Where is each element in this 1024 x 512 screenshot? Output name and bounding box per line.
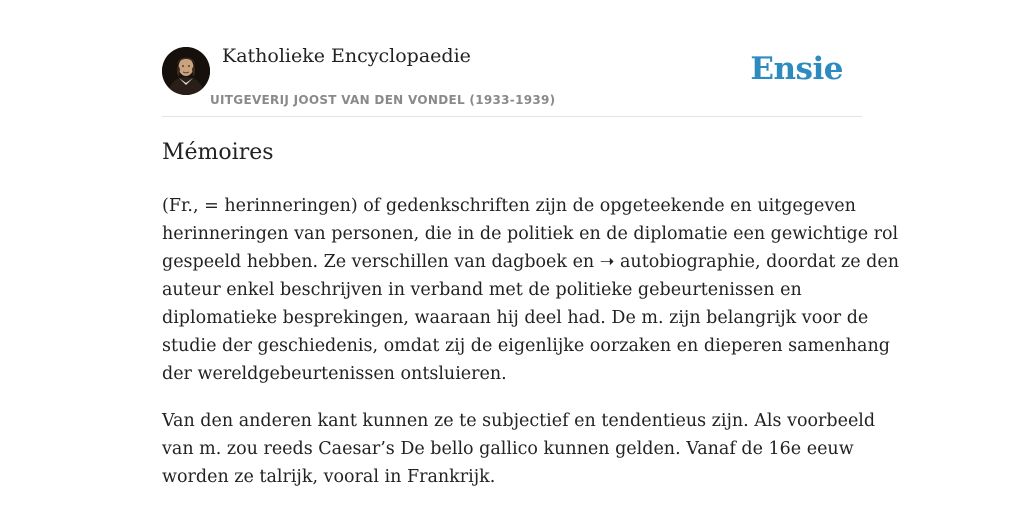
text-segment: gespeeld hebben. Ze verschillen van dagboek en bbox=[162, 252, 600, 272]
text-line: studie der geschiedenis, omdat zij de eigenlijke oorzaken en dieperen samenhang bbox=[162, 336, 890, 356]
text-line bbox=[162, 248, 899, 276]
text-line: worden ze talrijk, vooral in Frankrijk. bbox=[162, 467, 496, 487]
article-paragraph-1 bbox=[162, 192, 899, 388]
autobiographie-link[interactable]: ➝ autobiographie bbox=[599, 252, 756, 272]
article-paragraph-2 bbox=[162, 407, 876, 491]
text-line: van m. zou reeds Caesar’s De bello gallico kunnen gelden. Vanaf de 16e eeuw bbox=[162, 439, 854, 459]
text-segment: , doordat ze den bbox=[755, 252, 899, 272]
portrait-image bbox=[162, 47, 210, 95]
text-line: der wereldgebeurtenissen ontsluieren. bbox=[162, 364, 507, 384]
text-line: herinneringen van personen, die in de politiek en de diplomatie een gewichtige rol bbox=[162, 224, 899, 244]
text-line: diplomatieke besprekingen, waaraan hij deel had. De m. zijn belangrijk voor de bbox=[162, 308, 869, 328]
text-line: Van den anderen kant kunnen ze te subjectief en tendentieus zijn. Als voorbeeld bbox=[162, 411, 876, 431]
site-header bbox=[162, 40, 862, 117]
ensie-logo-link[interactable]: Ensie bbox=[750, 51, 843, 87]
publication-title[interactable]: Katholieke Encyclopaedie bbox=[222, 45, 471, 67]
publisher-label: UITGEVERIJ JOOST VAN DEN VONDEL (1933-1939) bbox=[210, 93, 556, 107]
vondel-portrait-icon[interactable] bbox=[162, 47, 210, 95]
article-title: Mémoires bbox=[162, 140, 274, 165]
text-line: auteur enkel beschrijven in verband met de politieke gebeurtenissen en bbox=[162, 280, 802, 300]
text-line: (Fr., = herinneringen) of gedenkschriften zijn de opgeteekende en uitgegeven bbox=[162, 196, 856, 216]
